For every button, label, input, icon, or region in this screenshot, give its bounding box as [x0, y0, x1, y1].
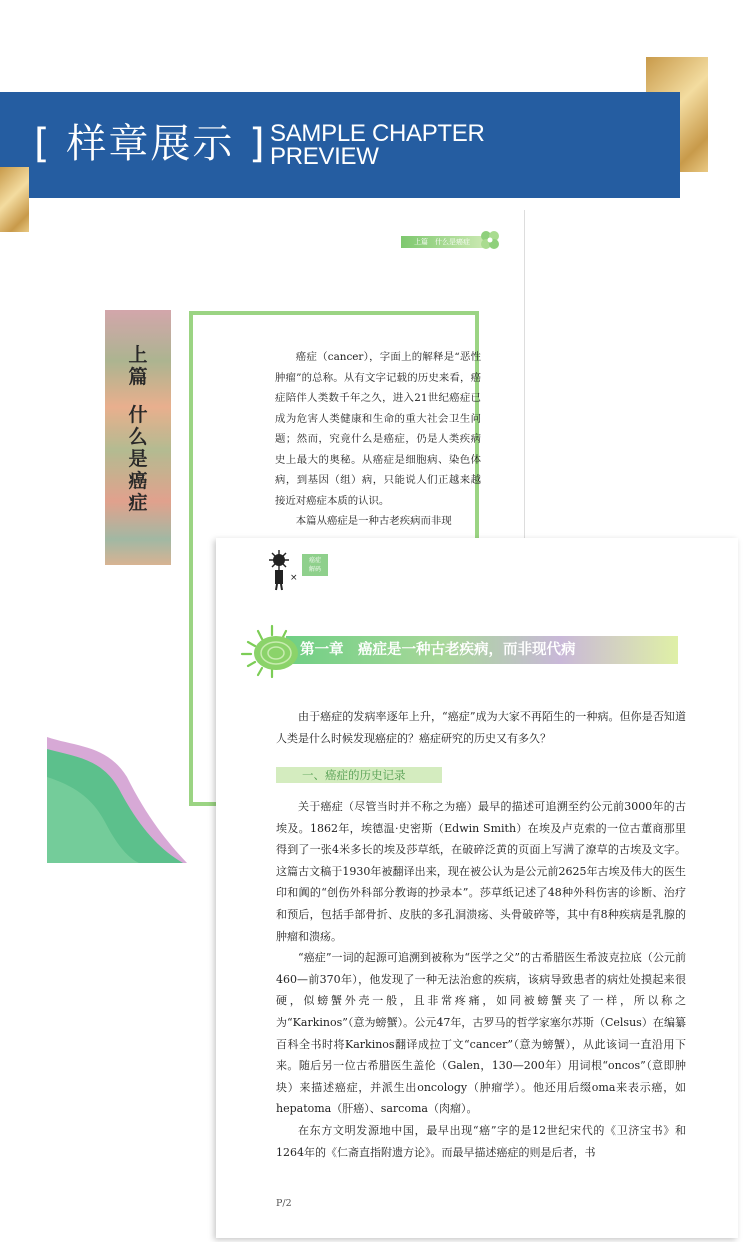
- vertical-title-part1: 上篇: [128, 344, 148, 388]
- book-logo-line2: 解码: [308, 566, 321, 573]
- chapter-body: [276, 796, 686, 1163]
- running-head: 上篇 什么是癌症: [401, 236, 483, 248]
- body-paragraph: “癌症”一词的起源可追溯到被称为“医学之父”的古希腊医生希波克拉底（公元前460—前370年），他发现了一种无法治愈的疾病，该病导致患者的病灶处摸起来很硬，似螃蟹外壳一般，且非常疼痛，如同被螃蟹夹了一样，所以称之为“Karkinos”（意为螃蟹）。公元47年，古罗马的哲学家塞尔苏斯（Celsus）在编纂百科全书时将Karkinos翻译成拉丁文“cancer”（意为螃蟹），从此该词一直沿用下来。随后另一位古希腊医生盖伦（Galen，130—200年）用词根“oncos”（意即肿块）来描述癌症，并派生出oncology（肿瘤学）。他还用后缀oma来表示癌，如hepatoma（肝癌）、sarcoma（肉瘤）。: [276, 951, 686, 1116]
- sun-emblem-icon: [238, 622, 302, 678]
- back-page-text: [275, 347, 481, 532]
- cancer-cell-mascot-icon: [266, 548, 296, 590]
- chapter-title-band: [286, 636, 678, 664]
- back-paragraph: 癌症（cancer），字面上的解释是“恶性肿瘤”的总称。从有文字记载的历史来看，癌症陪伴人类数千年之久，进入21世纪癌症已成为危害人类健康和生命的重大社会卫生问题；然而，究竟什么是癌症，仍是人类疾病史上最大的奥秘。从癌症是细胞病、染色体病，到基因（组）病，只能说人们正越来越接近对癌症本质的认识。: [275, 351, 481, 507]
- decorative-swoosh: [47, 737, 187, 863]
- section-heading: 一、癌症的历史记录: [276, 767, 442, 783]
- body-paragraph: 在东方文明发源地中国，最早出现“癌”字的是12世纪宋代的《卫济宝书》和1264年的《仁斋直指附遗方论》。而最早描述癌症的则是后者，书: [276, 1123, 686, 1159]
- banner-title-english-line1: SAMPLE CHAPTER: [270, 120, 485, 147]
- clover-icon: [477, 228, 503, 252]
- body-paragraph: 关于癌症（尽管当时并不称之为癌）最早的描述可追溯至约公元前3000年的古埃及。1862年，埃德温·史密斯（Edwin Smith）在埃及卢克索的一位古董商那里得到了一张4米多长的埃及莎草纸，在破碎泛黄的页面上写满了潦草的古埃及文字。这篇古文稿于1930年被翻译出来，现在被公认为是公元前2625年古埃及伟大的医生印和阗的“创伤外科部分教诲的抄录本”。莎草纸记述了48种外科伤害的诊断、治疗和预后，包括手部骨折、皮肤的多孔洞溃疡、头骨破碎等，其中有8种疾病是乳腺的肿瘤和溃疡。: [276, 800, 686, 943]
- banner-title-english-line2: PREVIEW: [270, 143, 379, 170]
- vertical-title-part2: 什么是癌症: [128, 404, 148, 514]
- vertical-title-band: [105, 310, 171, 565]
- banner-title-chinese: [ 样章展示 ]: [34, 121, 267, 167]
- book-logo-line1: 癌症: [308, 557, 321, 564]
- vertical-title: [127, 344, 149, 514]
- back-paragraph: 本篇从癌症是一种古老疾病而非现: [295, 515, 452, 527]
- page-number: P/2: [276, 1198, 292, 1209]
- page-spine: [524, 210, 525, 540]
- banner-title-english: [270, 122, 485, 168]
- book-logo: [302, 554, 328, 576]
- svg-text:×: ×: [290, 573, 298, 583]
- chapter-title: 第一章 癌症是一种古老疾病，而非现代病: [300, 642, 576, 658]
- gold-accent-left: [0, 167, 29, 232]
- header-banner: [0, 92, 680, 198]
- front-page: [216, 538, 738, 1238]
- intro-paragraph: 由于癌症的发病率逐年上升，“癌症”成为大家不再陌生的一种病。但你是否知道人类是什么时候发现癌症的？癌症研究的历史又有多久？: [276, 710, 686, 745]
- chapter-intro: [276, 706, 686, 749]
